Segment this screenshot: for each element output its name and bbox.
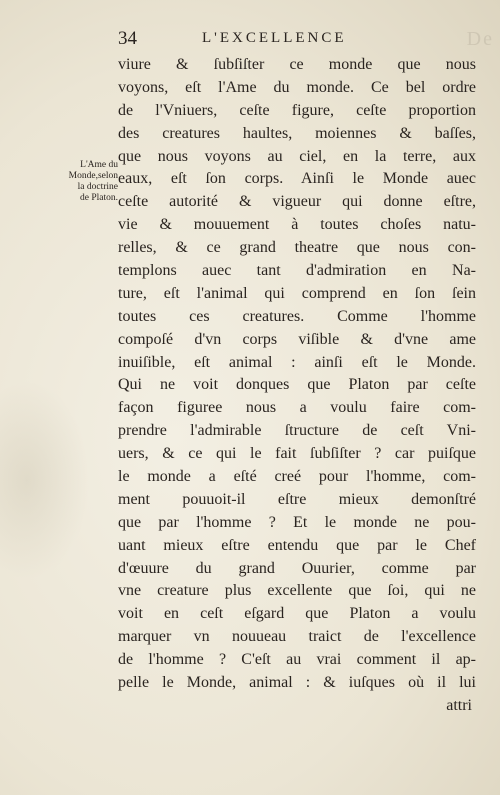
text-line: templons auec tant d'admiration en Na- [118,262,476,280]
text-line: que nous voyons au ciel, en la terre, aux [118,147,476,165]
text-line: ture, eſt l'animal qui comprend en ſon ſein [118,284,476,302]
running-head: L'EXCELLENCE [202,30,347,46]
text-line: des creatures haultes, moiennes & baſſes, [118,124,476,142]
text-line: Qui ne voit donques que Platon par ceſte [118,376,476,394]
bleed-through-text: De [466,28,494,50]
text-line: uers, & ce qui le fait ſubſiſter ? car puiſque [118,445,476,463]
marginal-note-line: la doctrine [77,182,118,192]
text-line: le monde a eſté creé pour l'homme, com- [118,468,476,486]
marginal-note-line: de Platon. [80,193,118,203]
text-line: marquer vn nouueau traict de l'excellence [118,628,476,646]
text-line: attri [446,696,472,714]
body-text [118,54,476,718]
text-line: uant mieux eſtre entendu que par le Chef [118,536,476,554]
text-line: vie & mouuement à toutes choſes natu- [118,216,476,234]
paper-stain [0,380,90,580]
text-line: compoſé d'vn corps viſible & d'vne ame [118,330,476,348]
page-number: 34 [118,28,137,49]
text-line: ceſte autorité & vigueur qui donne eſtre, [118,193,476,211]
text-line: de l'homme ? C'eſt au vrai comment il ap- [118,651,476,669]
text-line: prendre l'admirable ſtructure de ceſt Vni- [118,422,476,440]
text-line: façon figuree nous a voulu faire com- [118,399,476,417]
text-line: de l'Vniuers, ceſte figure, ceſte proportion [118,101,476,119]
text-line: toutes ces creatures. Comme l'homme [118,307,476,325]
text-line: d'œuure du grand Ouurier, comme par [118,559,476,577]
page-header [118,28,478,52]
text-line: eaux, eſt ſon corps. Ainſi le Monde auec [118,170,476,188]
text-line: viure & ſubſiſter ce monde que nous [118,56,476,73]
text-line: pelle le Monde, animal : & iuſques où il lui [118,674,476,692]
text-line: que par l'homme ? Et le monde ne pou- [118,513,476,531]
text-line: relles, & ce grand theatre que nous con- [118,239,476,257]
marginal-note [40,160,118,204]
text-line: inuiſible, eſt animal : ainſi eſt le Monde. [118,353,476,371]
marginal-note-line: Monde,selon [68,171,118,181]
text-line: vne creature plus excellente que ſoi, qui ne [118,582,476,600]
text-line: voyons, eſt l'Ame du monde. Ce bel ordre [118,78,476,96]
text-line: voit en ceſt eſgard que Platon a voulu [118,605,476,623]
marginal-note-line: L'Ame du [80,160,118,170]
text-line: ment pouuoit-il eſtre mieux demonſtré [118,490,476,508]
